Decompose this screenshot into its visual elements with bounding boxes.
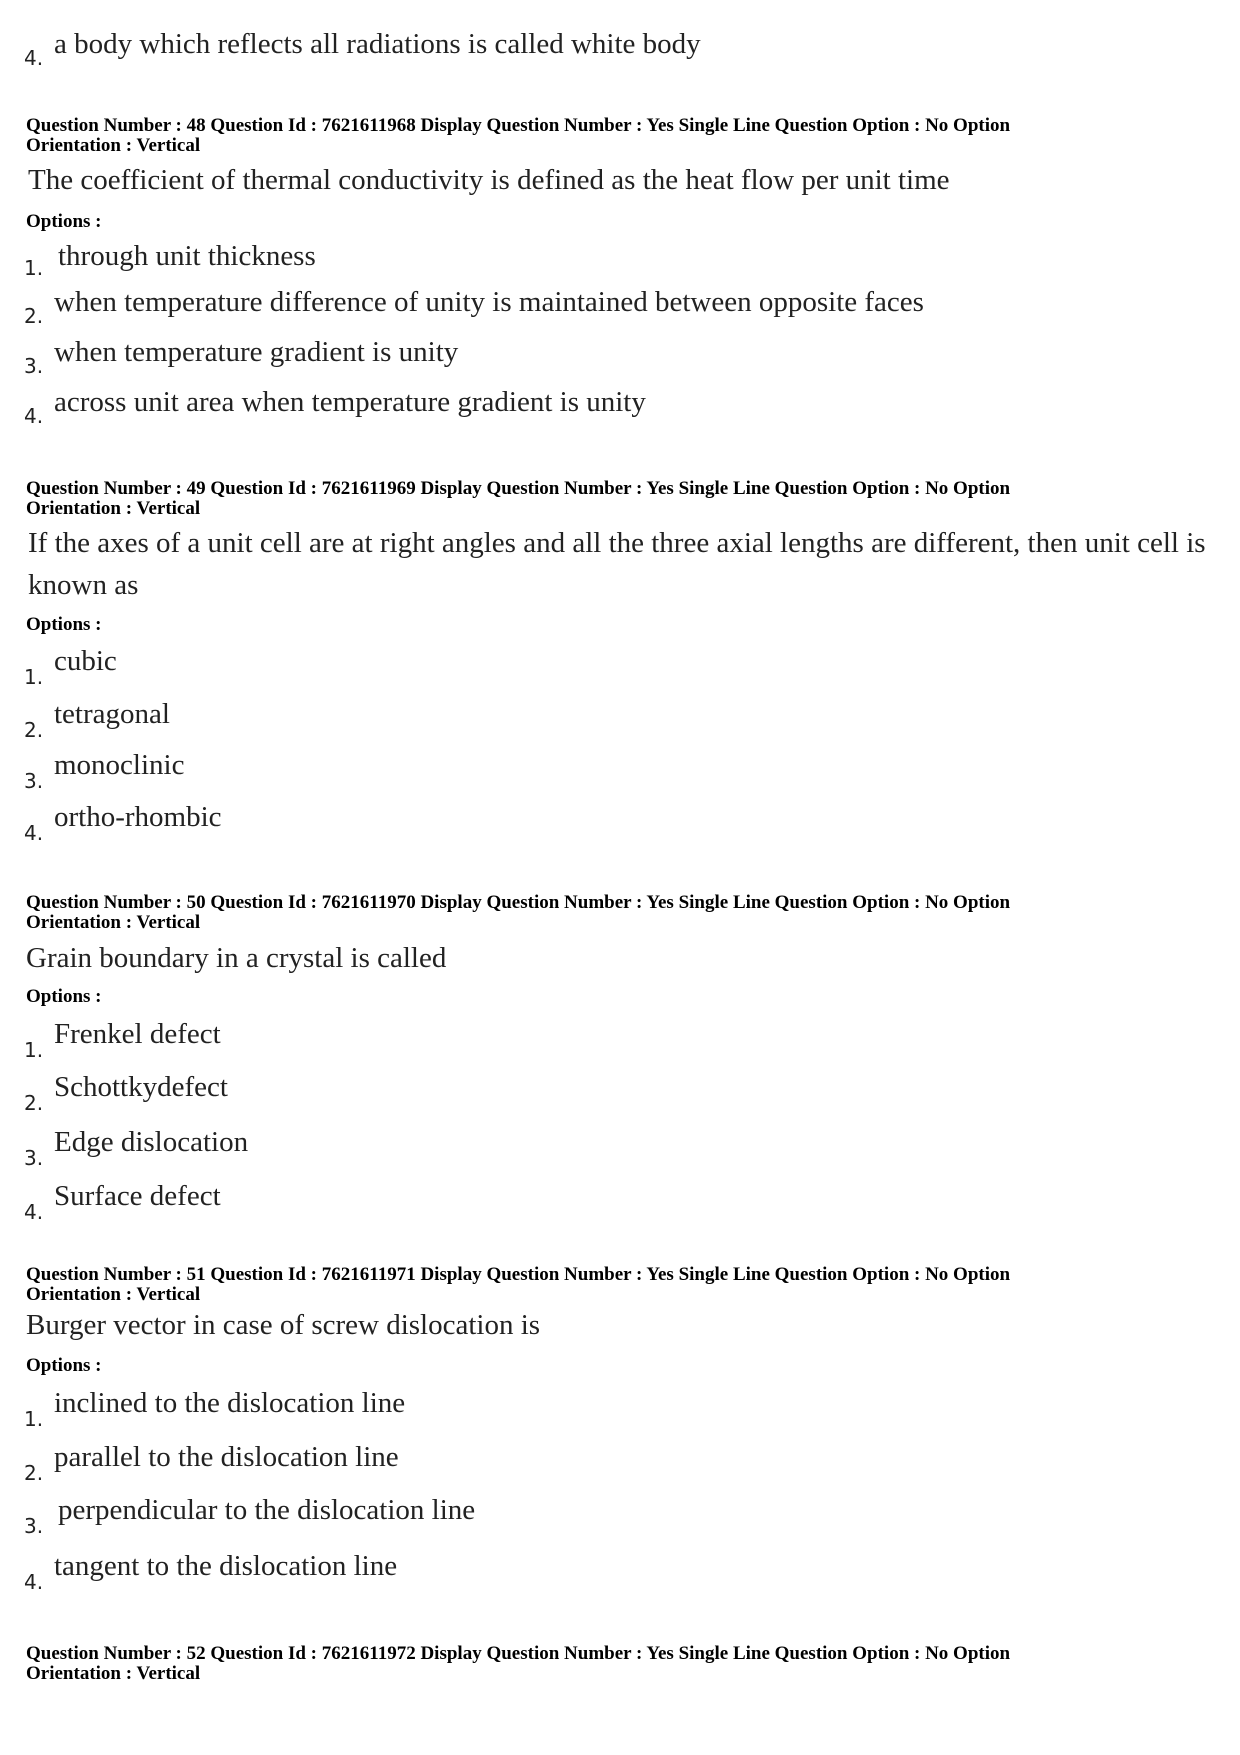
options-label: Options : — [26, 614, 102, 635]
option-text: tangent to the dislocation line — [54, 1550, 398, 1582]
question-meta — [26, 893, 1216, 933]
question-meta — [26, 1644, 1216, 1684]
question-meta-orientation: Orientation : Vertical — [26, 912, 201, 933]
option-number: 1. — [24, 1407, 44, 1431]
option-text: monoclinic — [54, 749, 185, 781]
option-number: 3. — [24, 1146, 44, 1170]
option-text: Edge dislocation — [54, 1126, 249, 1158]
option-text: across unit area when temperature gradient is unity — [54, 386, 646, 418]
question-meta-line: Question Number : 52 Question Id : 7621611972 Display Question Number : Yes Single Line Question Option : No Option — [26, 1643, 1011, 1664]
question-text: Grain boundary in a crystal is called — [26, 942, 447, 974]
question-meta-line: Question Number : 48 Question Id : 7621611968 Display Question Number : Yes Single Line Question Option : No Option — [26, 115, 1011, 136]
option-text: cubic — [54, 645, 117, 677]
option-number: 2. — [24, 718, 44, 742]
option-text: inclined to the dislocation line — [54, 1387, 406, 1419]
option-number: 4. — [24, 1200, 44, 1224]
option-number: 1. — [24, 256, 44, 280]
option-text: Frenkel defect — [54, 1018, 221, 1050]
option-number: 4. — [24, 1570, 44, 1594]
option-number: 3. — [24, 354, 44, 378]
option-number: 2. — [24, 304, 44, 328]
question-meta-orientation: Orientation : Vertical — [26, 1284, 201, 1305]
question-text: Burger vector in case of screw dislocation is — [26, 1309, 541, 1341]
question-meta-line: Question Number : 51 Question Id : 7621611971 Display Question Number : Yes Single Line Question Option : No Option — [26, 1264, 1011, 1285]
question-text: The coefficient of thermal conductivity is defined as the heat flow per unit time — [28, 164, 950, 196]
option-text: perpendicular to the dislocation line — [58, 1494, 476, 1526]
option-number: 2. — [24, 1461, 44, 1485]
option-text: Schottkydefect — [54, 1071, 228, 1103]
question-meta-line: Question Number : 50 Question Id : 7621611970 Display Question Number : Yes Single Line Question Option : No Option — [26, 892, 1011, 913]
option-text: through unit thickness — [58, 240, 316, 272]
options-label: Options : — [26, 1355, 102, 1376]
option-text: tetragonal — [54, 698, 170, 730]
option-text: parallel to the dislocation line — [54, 1441, 399, 1473]
option-text: a body which reflects all radiations is called white body — [54, 28, 701, 60]
option-text: ortho-rhombic — [54, 801, 222, 833]
option-text: when temperature difference of unity is maintained between opposite faces — [54, 286, 924, 318]
question-meta-orientation: Orientation : Vertical — [26, 1663, 201, 1684]
options-label: Options : — [26, 986, 102, 1007]
question-meta — [26, 116, 1216, 156]
option-number: 1. — [24, 1038, 44, 1062]
option-number: 2. — [24, 1091, 44, 1115]
option-number: 3. — [24, 1514, 44, 1538]
option-text: when temperature gradient is unity — [54, 336, 459, 368]
option-text: Surface defect — [54, 1180, 221, 1212]
option-number: 4. — [24, 404, 44, 428]
question-meta-orientation: Orientation : Vertical — [26, 135, 201, 156]
option-number: 1. — [24, 665, 44, 689]
option-number: 4. — [24, 821, 44, 845]
question-meta-orientation: Orientation : Vertical — [26, 498, 201, 519]
question-meta — [26, 1265, 1216, 1305]
question-text: If the axes of a unit cell are at right angles and all the three axial lengths are different, then unit cell is known as — [28, 527, 1206, 601]
question-meta-line: Question Number : 49 Question Id : 7621611969 Display Question Number : Yes Single Line Question Option : No Option — [26, 478, 1011, 499]
option-number: 4. — [24, 46, 44, 70]
option-number: 3. — [24, 769, 44, 793]
question-meta — [26, 479, 1216, 519]
options-label: Options : — [26, 211, 102, 232]
